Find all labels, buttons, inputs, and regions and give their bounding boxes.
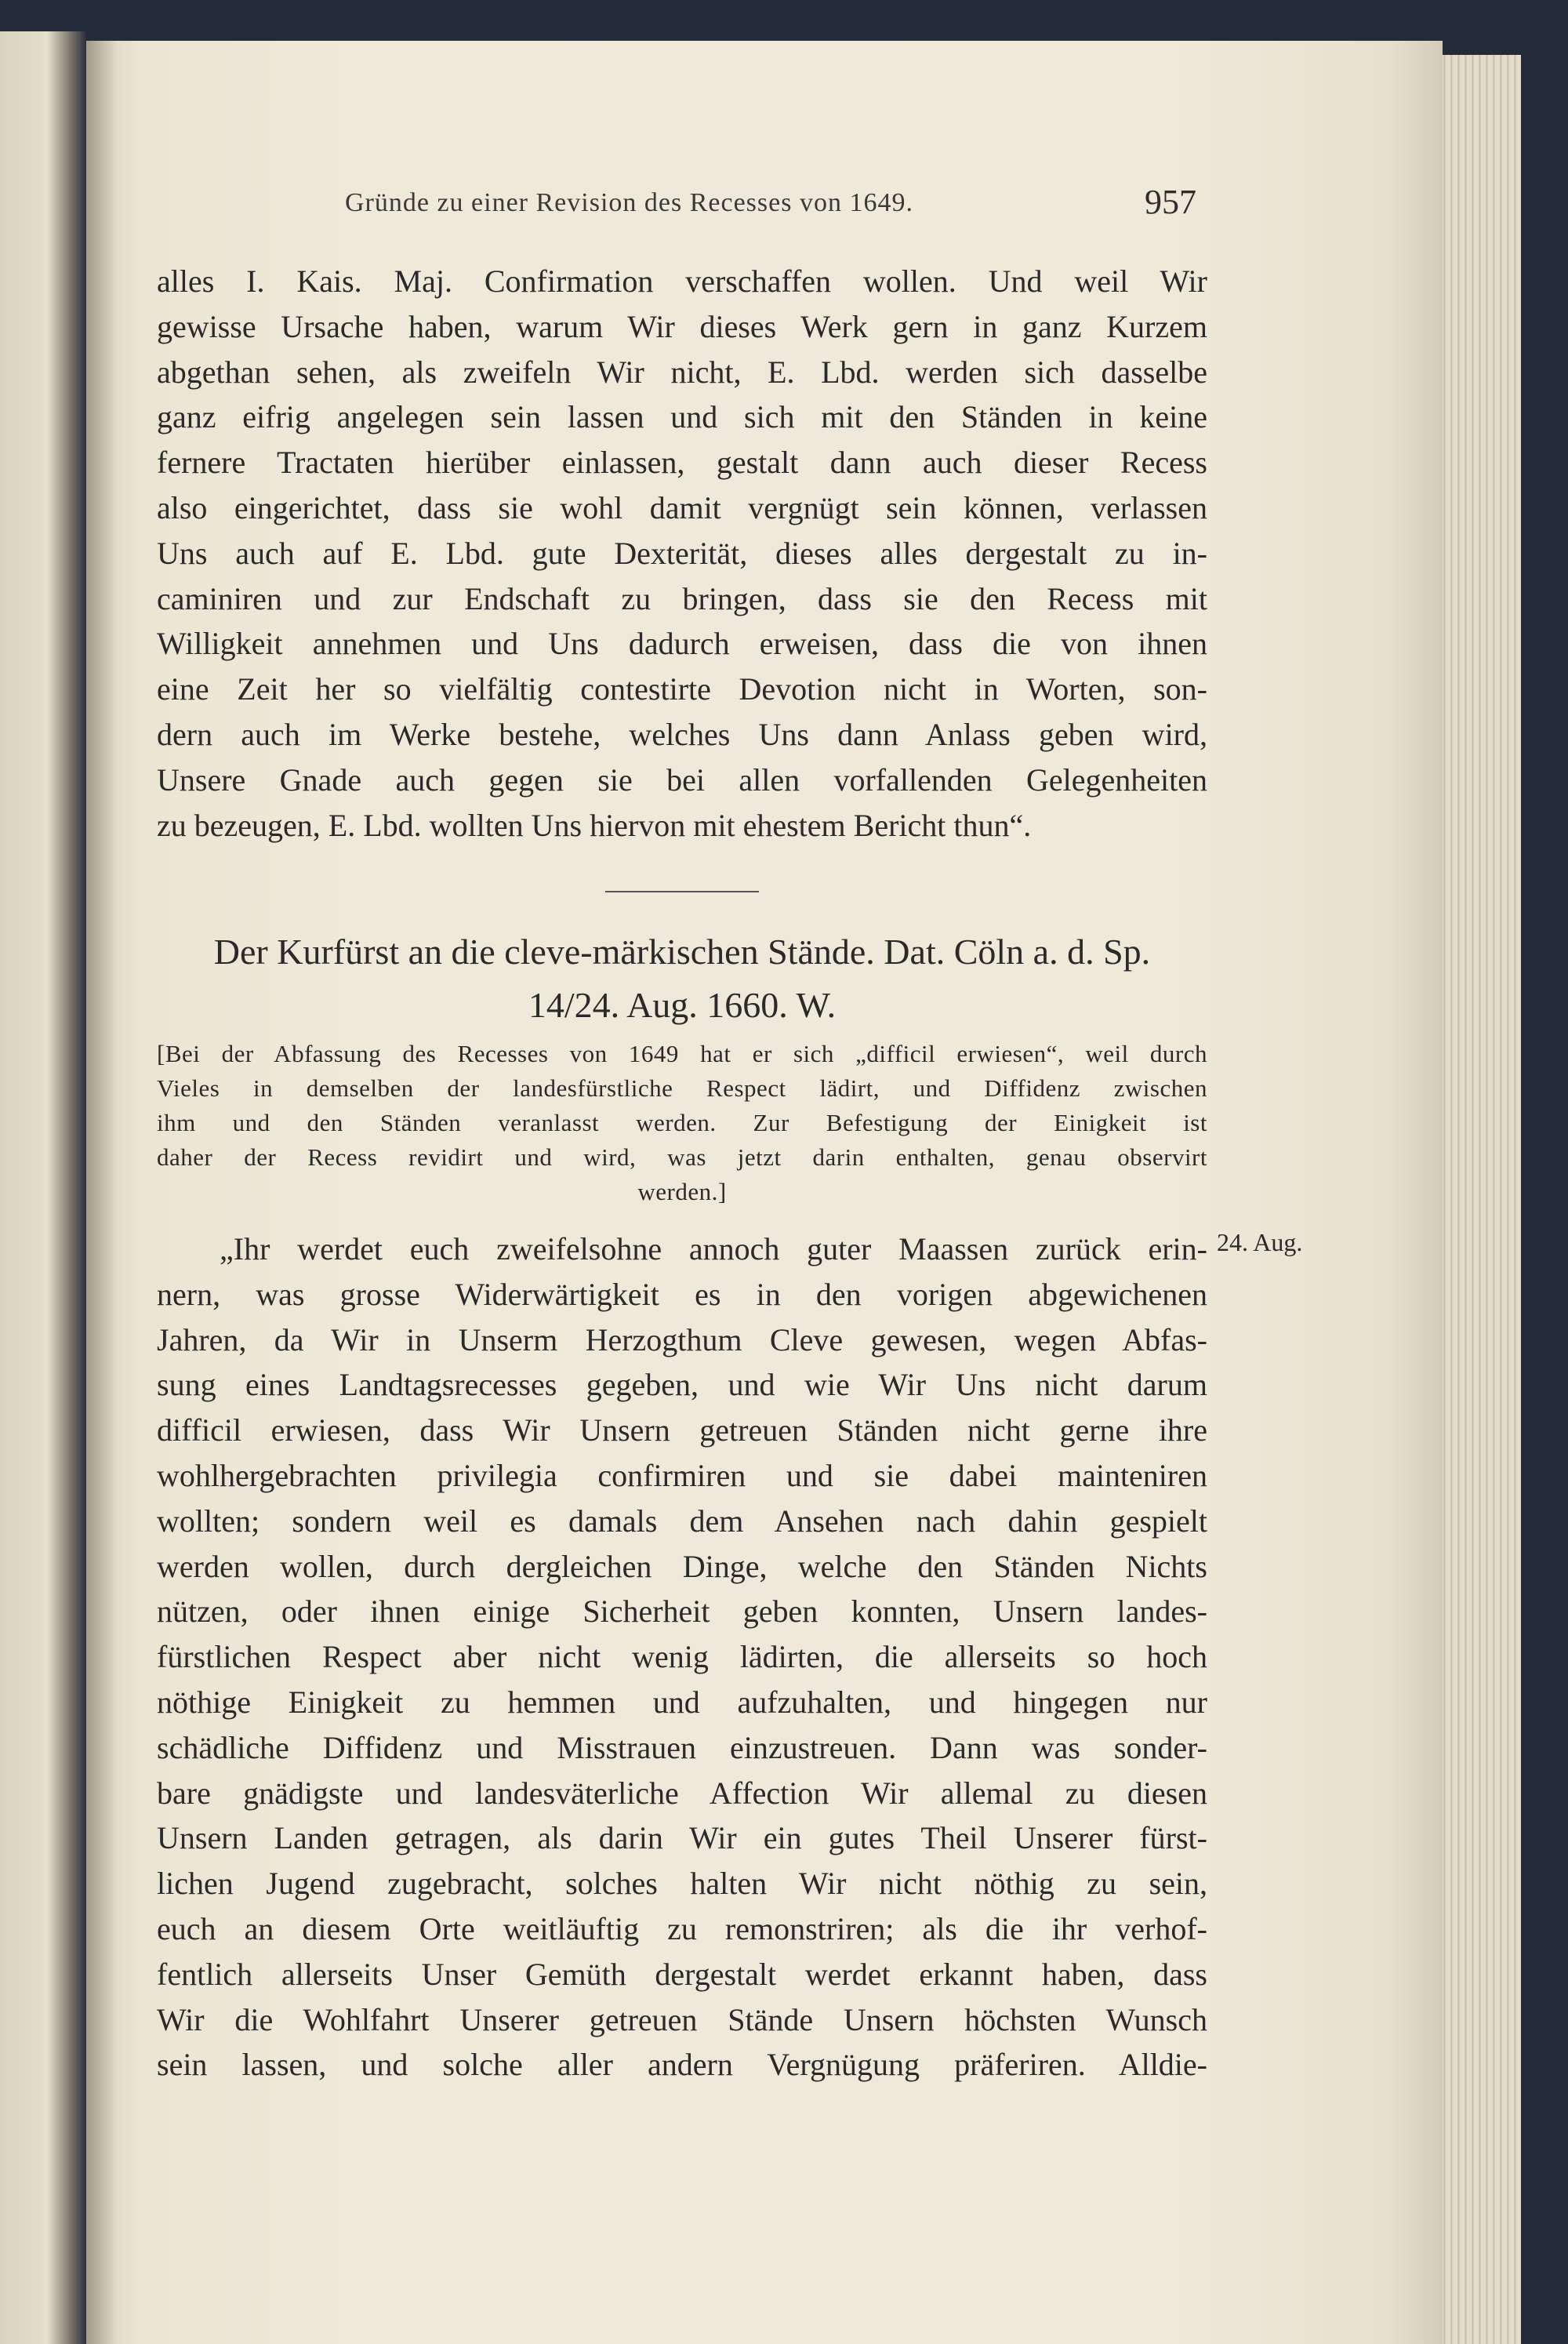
- margin-date-note: 24. Aug.: [1217, 1228, 1303, 1256]
- text-line: wollten; sondern weil es damals dem Ansehen nach dahin gespielt: [157, 1503, 1207, 1539]
- text-line: Uns auch auf E. Lbd. gute Dexterität, dieses alles dergestalt zu in-: [157, 535, 1207, 571]
- text-line: lichen Jugend zugebracht, solches halten Wir nicht nöthig zu sein,: [157, 1866, 1207, 1902]
- document-heading: [157, 925, 1207, 1032]
- text-line: Wir die Wohlfahrt Unserer getreuen Stände Unsern höchsten Wunsch: [157, 2001, 1207, 2037]
- text-line: ganz eifrig angelegen sein lassen und sich mit den Ständen in keine: [157, 399, 1207, 435]
- text-line: fürstlichen Respect aber nicht wenig lädirten, die allerseits so hoch: [157, 1639, 1207, 1675]
- text-line: schädliche Diffidenz und Misstrauen einzustreuen. Dann was sonder-: [157, 1729, 1207, 1765]
- text-line: sein lassen, und solche aller andern Vergnügung präferiren. Alldie-: [157, 2047, 1207, 2083]
- heading-line-2: 14/24. Aug. 1660. W.: [528, 985, 837, 1025]
- text-line: nern, was grosse Widerwärtigkeit es in den vorigen abgewichenen: [157, 1276, 1207, 1312]
- text-line: Unsern Landen getragen, als darin Wir ein gutes Theil Unserer fürst-: [157, 1820, 1207, 1856]
- text-line: fentlich allerseits Unser Gemüth dergestalt werdet erkannt haben, dass: [157, 1956, 1207, 1992]
- text-line: caminiren und zur Endschaft zu bringen, dass sie den Recess mit: [157, 580, 1207, 616]
- summary-line: Vieles in demselben der landesfürstliche Respect lädirt, und Diffidenz zwischen: [157, 1074, 1207, 1102]
- text-line: nützen, oder ihnen einige Sicherheit geben konnten, Unsern landes-: [157, 1594, 1207, 1630]
- heading-line-1: Der Kurfürst an die cleve-märkischen Stände. Dat. Cöln a. d. Sp.: [213, 932, 1151, 972]
- text-line: Jahren, da Wir in Unserm Herzogthum Cleve gewesen, wegen Abfas-: [157, 1321, 1207, 1357]
- paragraph-1: [157, 259, 1207, 848]
- text-line: Willigkeit annehmen und Uns dadurch erweisen, dass die von ihnen: [157, 626, 1207, 662]
- summary-line: ihm und den Ständen veranlasst werden. Zur Befestigung der Einigkeit ist: [157, 1109, 1207, 1136]
- running-head: Gründe zu einer Revision des Recesses von 1649.: [345, 188, 913, 217]
- text-line: werden wollen, durch dergleichen Dinge, welche den Ständen Nichts: [157, 1548, 1207, 1584]
- text-line: zu bezeugen, E. Lbd. wollten Uns hiervon mit ehestem Bericht thun“.: [157, 807, 1032, 843]
- text-line: „Ihr werdet euch zweifelsohne annoch guter Maassen zurück erin-: [220, 1231, 1207, 1266]
- text-line: alles I. Kais. Maj. Confirmation verschaffen wollen. Und weil Wir: [157, 263, 1207, 299]
- text-line: wohlhergebrachten privilegia confirmiren und sie dabei mainteniren: [157, 1457, 1207, 1493]
- previous-page-edge: [0, 31, 86, 2344]
- text-line: difficil erwiesen, dass Wir Unsern getreuen Ständen nicht gerne ihre: [157, 1412, 1207, 1448]
- text-line: eine Zeit her so vielfältig contestirte Devotion nicht in Worten, son-: [157, 671, 1207, 707]
- page-number: 957: [1145, 183, 1196, 221]
- text-line: nöthige Einigkeit zu hemmen und aufzuhalten, und hingegen nur: [157, 1684, 1207, 1720]
- summary-line: werden.]: [637, 1178, 727, 1205]
- text-line: dern auch im Werke bestehe, welches Uns dann Anlass geben wird,: [157, 716, 1207, 752]
- text-line: sung eines Landtagsrecesses gegeben, und wie Wir Uns nicht darum: [157, 1367, 1207, 1403]
- text-line: gewisse Ursache haben, warum Wir dieses Werk gern in ganz Kurzem: [157, 308, 1207, 344]
- text-line: euch an diesem Orte weitläuftig zu remonstriren; als die ihr verhof-: [157, 1910, 1207, 1946]
- gutter-shadow: [86, 41, 118, 2344]
- text-line: also eingerichtet, dass sie wohl damit vergnügt sein können, verlassen: [157, 489, 1207, 525]
- summary-line: daher der Recess revidirt und wird, was jetzt darin enthalten, genau observirt: [157, 1143, 1207, 1171]
- text-line: fernere Tractaten hierüber einlassen, gestalt dann auch dieser Recess: [157, 445, 1207, 481]
- section-divider: [605, 891, 759, 892]
- text-line: Unsere Gnade auch gegen sie bei allen vorfallenden Gelegenheiten: [157, 761, 1207, 798]
- text-line: abgethan sehen, als zweifeln Wir nicht, E. Lbd. werden sich dasselbe: [157, 354, 1207, 390]
- text-line: bare gnädigste und landesväterliche Affection Wir allemal zu diesen: [157, 1775, 1207, 1811]
- summary-line: [Bei der Abfassung des Recesses von 1649 hat er sich „difficil erwiesen“, weil durch: [157, 1040, 1207, 1067]
- paragraph-2: [157, 1227, 1207, 2088]
- editorial-summary: [157, 1037, 1207, 1209]
